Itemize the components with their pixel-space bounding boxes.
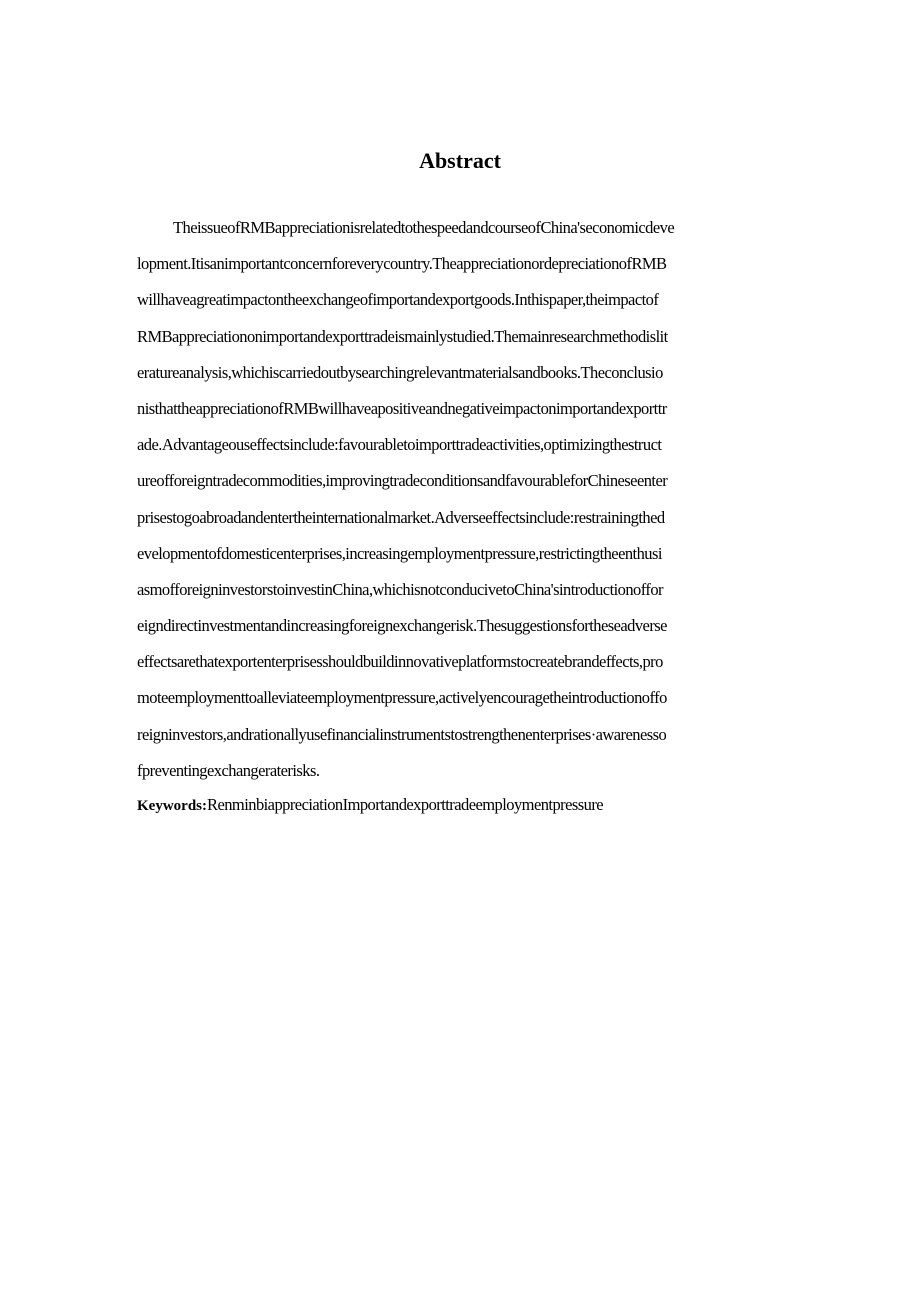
- abstract-line: moteemploymenttoalleviateemploymentpressure,activelyencouragetheintroductionoffo: [137, 688, 667, 708]
- page-title: Abstract: [419, 148, 501, 173]
- abstract-line: fpreventingexchangeraterisks.: [137, 760, 320, 780]
- abstract-line: eigndirectinvestmentandincreasingforeignexchangerisk.Thesuggestionsfortheseadverse: [137, 616, 667, 636]
- keywords-line: [137, 792, 787, 819]
- abstract-line: prisestogoabroadandentertheinternationalmarket.Adverseeffectsinclude:restrainingthed: [137, 507, 665, 527]
- abstract-line: RMBappreciationonimportandexporttradeismainlystudied.Themainresearchmethodislit: [137, 326, 668, 346]
- abstract-line: ureofforeigntradecommodities,improvingtradeconditionsandfavourableforChineseenter: [137, 471, 668, 491]
- abstract-line: evelopmentofdomesticenterprises,increasingemploymentpressure,restrictingtheenthusi: [137, 543, 662, 563]
- keywords-label: Keywords:: [137, 798, 207, 814]
- abstract-line: eratureanalysis,whichiscarriedoutbysearchingrelevantmaterialsandbooks.Theconclusio: [137, 362, 663, 382]
- abstract-line: lopment.Itisanimportantconcernforeverycountry.TheappreciationordepreciationofRMB: [137, 254, 667, 274]
- abstract-line: asmofforeigninvestorstoinvestinChina,whichisnotconducivetoChina'sintroductionoffor: [137, 579, 663, 599]
- abstract-line: nisthattheappreciationofRMBwillhaveapositiveandnegativeimpactonimportandexporttr: [137, 398, 667, 418]
- abstract-line: ade.Advantageouseffectsinclude:favourabletoimporttradeactivities,optimizingthestruct: [137, 435, 662, 455]
- abstract-line: TheissueofRMBappreciationisrelatedtothespeedandcourseofChina'seconomicdeve: [173, 218, 675, 237]
- keywords-text: RenminbiappreciationImportandexporttradeemploymentpressure: [207, 795, 604, 814]
- abstract-line: reigninvestors,andrationallyusefinancialinstrumentstostrengthenenterprises·awarenesso: [137, 724, 667, 744]
- abstract-body: [137, 210, 787, 789]
- abstract-line: willhaveagreatimpactontheexchangeofimportandexportgoods.Inthispaper,theimpactof: [137, 290, 659, 310]
- abstract-line: effectsarethatexportenterprisesshouldbuildinnovativeplatformstocreatebrandeffects,pro: [137, 652, 663, 672]
